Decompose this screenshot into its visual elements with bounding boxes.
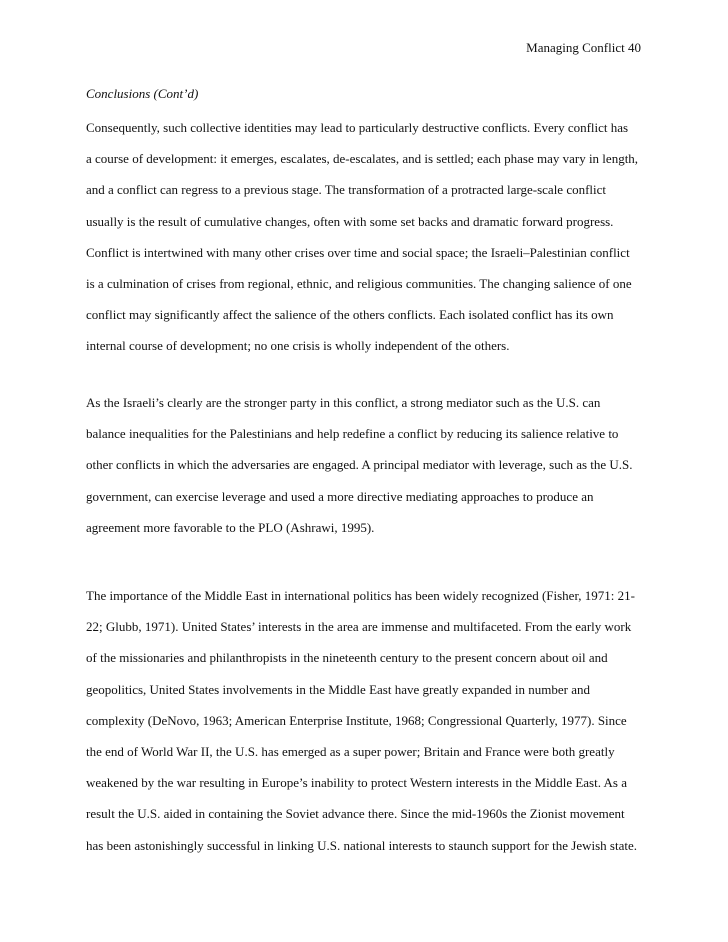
text-line: the end of World War II, the U.S. has emerged as a super power; Britain and France were both greatly <box>86 743 615 759</box>
text-line: of the missionaries and philanthropists in the nineteenth century to the present concern about oil and <box>86 650 608 666</box>
text-line: a course of development: it emerges, escalates, de-escalates, and is settled; each phase may vary in length, <box>86 151 639 167</box>
text-line: Consequently, such collective identities may lead to particularly destructive conflicts. Every conflict has <box>86 120 629 135</box>
text-line: As the Israeli’s clearly are the stronger party in this conflict, a strong mediator such as the U.S. can <box>86 395 601 410</box>
text-line: government, can exercise leverage and used a more directive mediating approaches to produce an <box>86 488 594 504</box>
text-line: agreement more favorable to the PLO (Ashrawi, 1995). <box>86 519 375 535</box>
paragraph-middle-east <box>86 580 637 861</box>
text-line: usually is the result of cumulative changes, often with some set backs and dramatic forward progress. <box>86 213 614 229</box>
text-line: 22; Glubb, 1971). United States’ interests in the area are immense and multifaceted. From the early work <box>86 619 632 635</box>
paragraph-conclusions <box>86 112 638 362</box>
text-line: balance inequalities for the Palestinians and help redefine a conflict by reducing its salience relative to <box>86 426 619 442</box>
text-line: and a conflict can regress to a previous stage. The transformation of a protracted large-scale conflict <box>86 182 607 198</box>
text-line: is a culmination of crises from regional, ethnic, and religious communities. The changing salience of one <box>86 275 632 291</box>
text-line: conflict may significantly affect the salience of the others conflicts. Each isolated conflict has its own <box>86 307 614 323</box>
paragraph-mediator <box>86 387 633 543</box>
text-line: result the U.S. aided in containing the Soviet advance there. Since the mid-1960s the Zionist movement <box>86 806 625 822</box>
text-line: complexity (DeNovo, 1963; American Enterprise Institute, 1968; Congressional Quarterly, 1977). Since <box>86 712 627 728</box>
text-line: has been astonishingly successful in linking U.S. national interests to staunch support for the Jewish state. <box>86 837 637 853</box>
text-line: The importance of the Middle East in international politics has been widely recognized (Fisher, 1971: 21- <box>86 588 635 603</box>
section-heading: Conclusions (Cont’d) <box>86 86 199 101</box>
text-line: internal course of development; no one crisis is wholly independent of the others. <box>86 338 510 354</box>
text-line: geopolitics, United States involvements in the Middle East have greatly expanded in number and <box>86 681 590 697</box>
text-line: Conflict is intertwined with many other crises over time and social space; the Israeli–Palestinian conflict <box>86 244 630 260</box>
text-line: other conflicts in which the adversaries are engaged. A principal mediator with leverage, such as the U.S. <box>86 457 633 473</box>
running-head: Managing Conflict 40 <box>526 40 641 55</box>
text-line: weakened by the war resulting in Europe’s inability to protect Western interests in the Middle East. As a <box>86 775 627 791</box>
